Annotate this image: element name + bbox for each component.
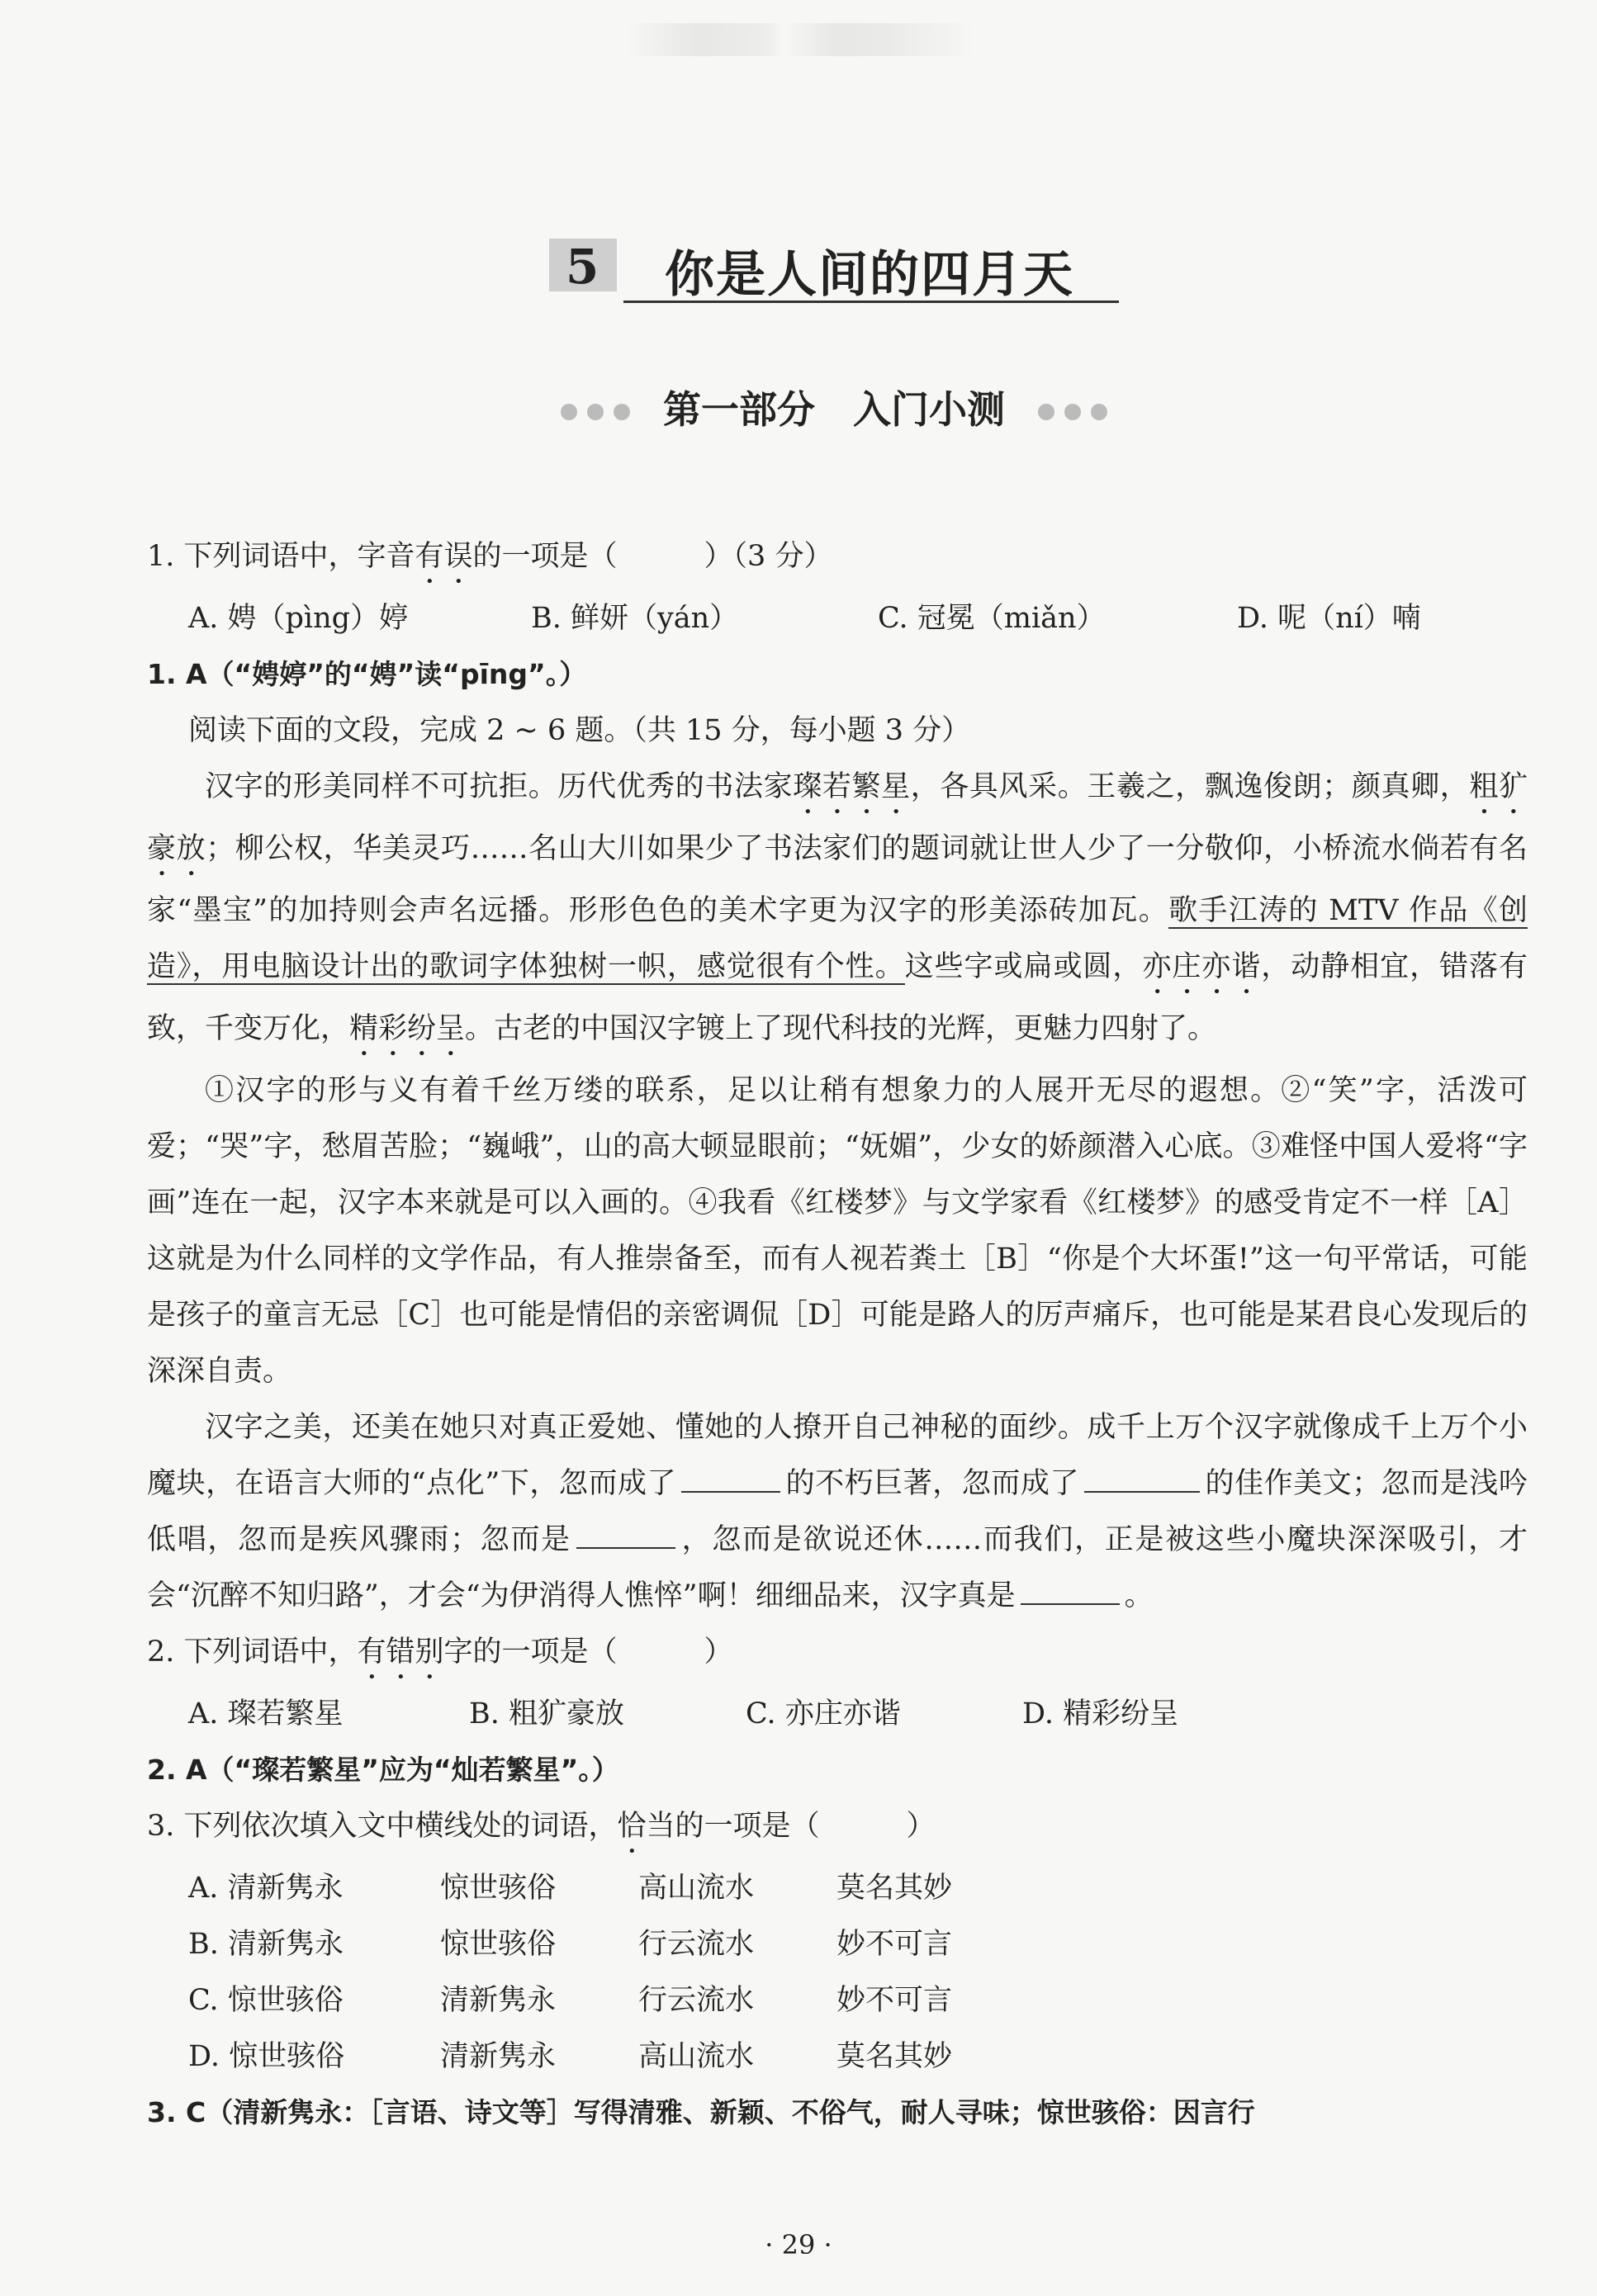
q1-option-b: B. 鲜妍（yán） xyxy=(531,602,739,635)
question-1-stem: 1. 下列词语中，字音有误的一项是（ ）（3 分） xyxy=(147,540,833,573)
passage-paragraph-2: ①汉字的形与义有着千丝万缕的联系，足以让稍有想象力的人展开无尽的遐想。②“笑”字，活泼可爱；“哭”字，愁眉苦脸；“巍峨”，山的高大顿显眼前；“妩媚”，少女的娇颜潜入心底。③难怪中国人爱将“字画”连在一起，汉字本来就是可以入画的。④我看《红楼梦》与文学家看《红楼梦》的感受肯定不一样［A］这就是为什么同样的文学作品，有人推崇备至，而有人视若粪土［B］“你是个大坏蛋!”这一句平常话，可能是孩子的童言无忌［C］也可能是情侣的亲密调侃［D］可能是路人的厉声痛斥，也可能是某君良心发现后的深深自责。 xyxy=(147,1074,1528,1388)
question-3-options xyxy=(147,1860,1528,2085)
question-1-options xyxy=(147,590,1528,646)
q3-b-2: 惊世骇俗 xyxy=(440,1928,557,1961)
part-title: 第一部分 入门小测 xyxy=(663,387,1005,432)
q3-c-2: 清新隽永 xyxy=(440,1984,557,2017)
left-dots-decoration xyxy=(556,385,635,429)
chapter-underline xyxy=(623,301,1119,303)
q1-option-a: A. 娉（pìng）婷 xyxy=(188,602,409,635)
q3-c-1: C. 惊世骇俗 xyxy=(188,1984,344,2017)
q3-d-4: 莫名其妙 xyxy=(836,2040,953,2073)
q2-option-a: A. 璨若繁星 xyxy=(188,1697,344,1730)
q3-d-2: 清新隽永 xyxy=(440,2040,557,2073)
q3-b-4: 妙不可言 xyxy=(836,1928,953,1961)
chapter-heading xyxy=(549,235,1119,303)
passage-paragraph-3: 汉字之美，还美在她只对真正爱她、懂她的人撩开自己神秘的面纱。成千上万个汉字就像成千上万个小魔块，在语言大师的“点化”下，忽而成了 的不朽巨著，忽而成了 的佳作美文；忽而是浅吟低唱，忽而是疾风骤雨；忽而是 ，忽而是欲说还休……而我们，正是被这些小魔块深深吸引，才会“沉醉不知归路”，才会“为伊消得人憔悴”啊！细细品来，汉字真是 。 xyxy=(147,1411,1528,1612)
chapter-number: 5 xyxy=(566,239,599,295)
question-3-answer: 3. C（清新隽永：［言语、诗文等］写得清雅、新颖、不俗气，耐人寻味；惊世骇俗：因言行 xyxy=(147,2096,1255,2128)
q2-option-b: B. 粗犷豪放 xyxy=(469,1697,624,1730)
q3-d-3: 高山流水 xyxy=(638,2040,755,2073)
reading-passage xyxy=(147,759,1528,1624)
question-1-answer: 1. A（“娉婷”的“娉”读“pīng”。） xyxy=(147,658,587,690)
q3-b-3: 行云流水 xyxy=(638,1928,755,1961)
q3-c-4: 妙不可言 xyxy=(836,1984,953,2017)
page-number: · 29 · xyxy=(765,2229,832,2260)
scan-artifact xyxy=(628,23,974,56)
q3-a-3: 高山流水 xyxy=(638,1872,755,1905)
question-3-stem: 3. 下列依次填入文中横线处的词语，恰当的一项是（ ） xyxy=(147,1810,936,1843)
q3-b-1: B. 清新隽永 xyxy=(188,1928,344,1961)
question-2-options xyxy=(147,1686,1528,1742)
right-dots-decoration xyxy=(1033,385,1112,429)
question-2-stem: 2. 下列词语中，有错别字的一项是（ ） xyxy=(147,1636,733,1669)
main-content xyxy=(147,528,1528,2141)
passage-paragraph-1: 汉字的形美同样不可抗拒。历代优秀的书法家璨若繁星，各具风采。王羲之，飘逸俊朗；颜真卿，粗犷豪放；柳公权，华美灵巧……名山大川如果少了书法家们的题词就让世人少了一分敬仰，小桥流水倘若有名家“墨宝”的加持则会声名远播。形形色色的美术字更为汉字的形美添砖加瓦。歌手江涛的 MTV 作品《创造》，用电脑设计出的歌词字体独树一帜，感觉很有个性。这些字或扁或圆，亦庄亦谐，动静相宜，错落有致，千变万化，精彩纷呈。古老的中国汉字镀上了现代科技的光辉，更魅力四射了。 xyxy=(147,770,1528,1045)
q3-d-1: D. 惊世骇俗 xyxy=(188,2040,345,2073)
q2-option-d: D. 精彩纷呈 xyxy=(1022,1697,1179,1730)
reading-intro: 阅读下面的文段，完成 2 ~ 6 题。（共 15 分，每小题 3 分） xyxy=(188,714,971,747)
q1-option-c: C. 冠冕（miǎn） xyxy=(878,602,1106,635)
q3-c-3: 行云流水 xyxy=(638,1984,755,2017)
part-heading xyxy=(528,380,1140,434)
q3-a-4: 莫名其妙 xyxy=(836,1872,953,1905)
question-2-answer: 2. A（“璨若繁星”应为“灿若繁星”。） xyxy=(147,1754,619,1786)
chapter-title: 你是人间的四月天 xyxy=(665,246,1074,304)
q3-a-1: A. 清新隽永 xyxy=(188,1872,344,1905)
q2-option-c: C. 亦庄亦谐 xyxy=(746,1697,901,1730)
q3-a-2: 惊世骇俗 xyxy=(440,1872,557,1905)
q1-option-d: D. 呢（ní）喃 xyxy=(1237,602,1421,635)
